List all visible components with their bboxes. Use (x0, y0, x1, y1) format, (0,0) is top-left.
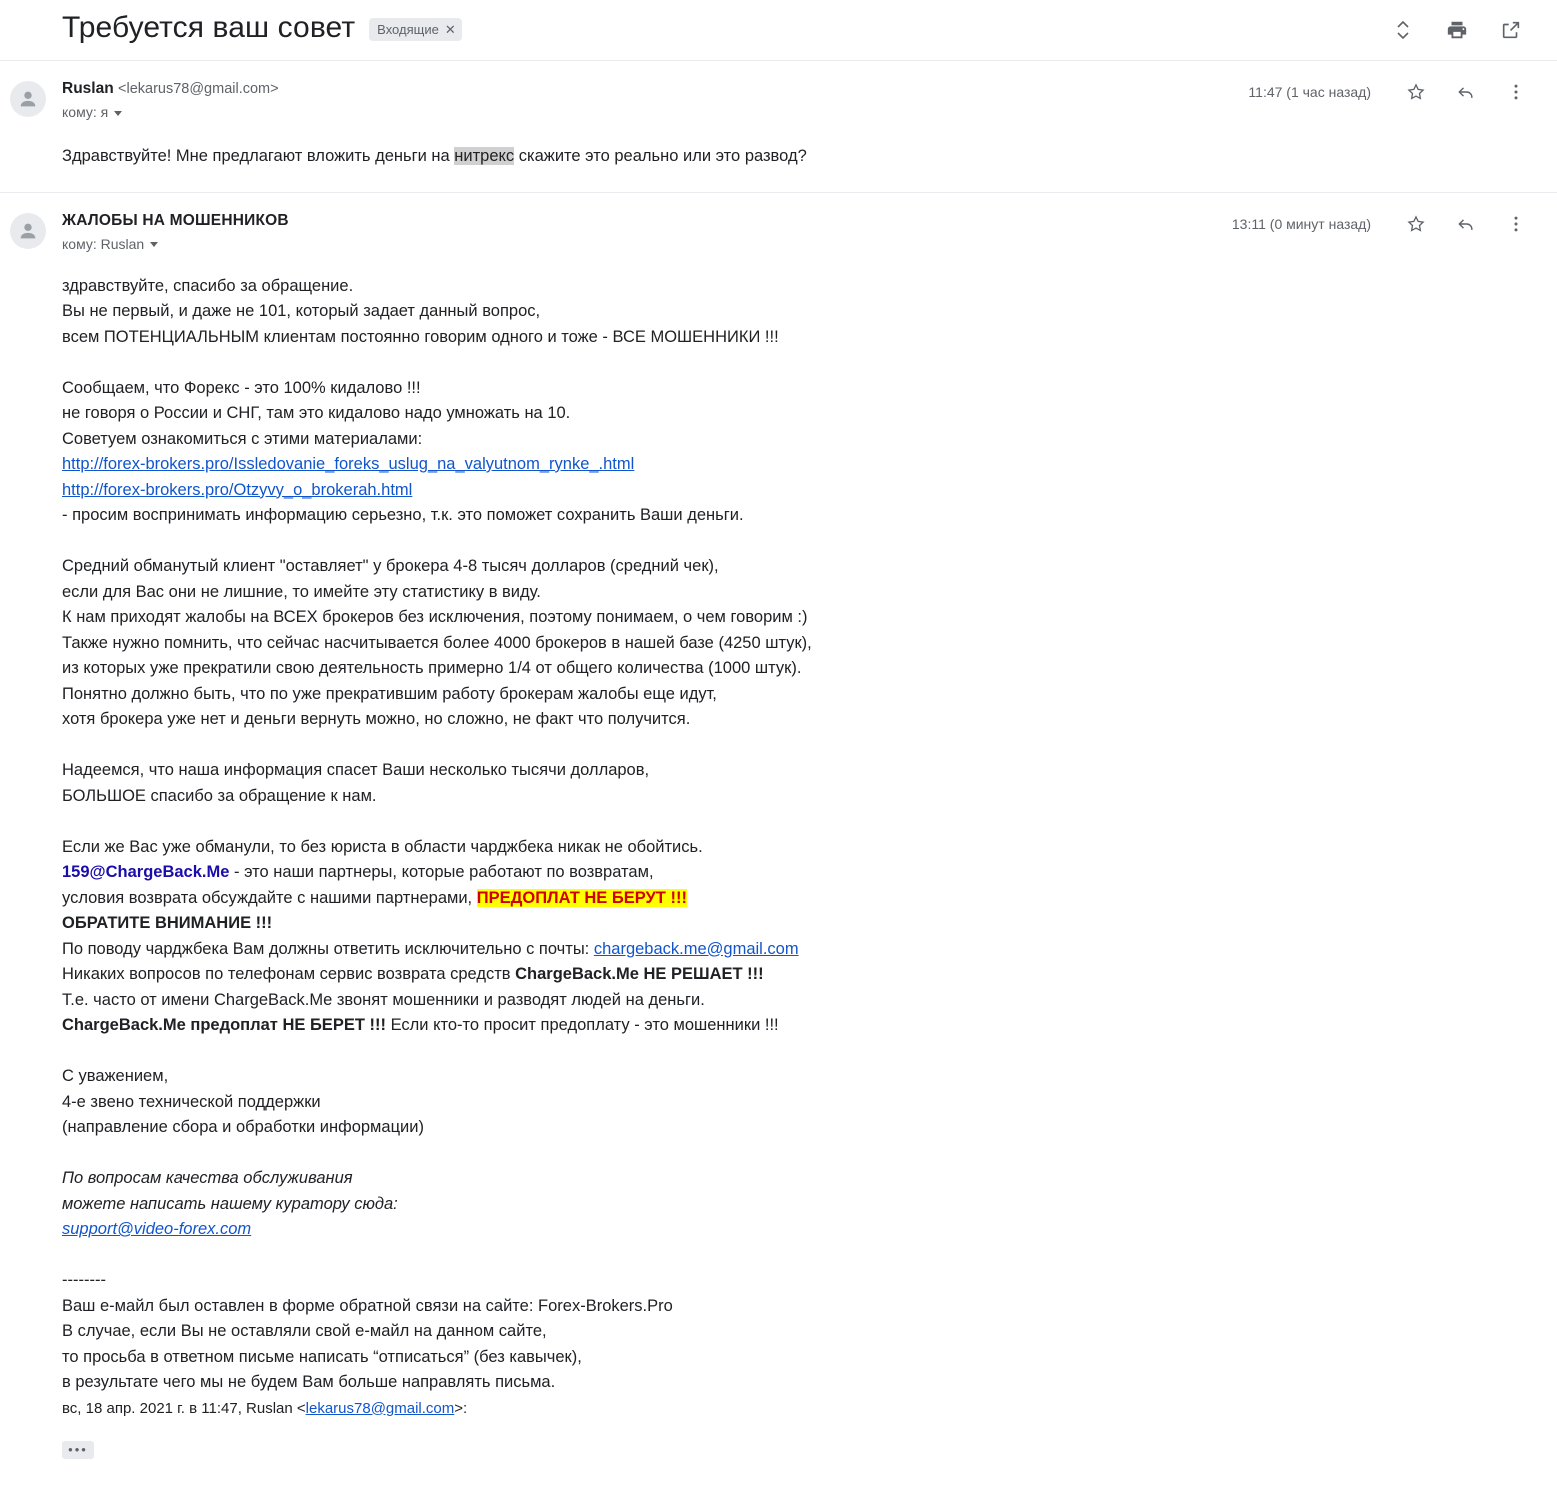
body-line: БОЛЬШОЕ спасибо за обращение к нам. (62, 786, 377, 805)
avatar (10, 213, 46, 249)
body-line: Вы не первый, и даже не 101, который задает данный вопрос, (62, 302, 541, 320)
partner-email-link[interactable]: 159@ChargeBack.Me (62, 863, 230, 881)
label-chip-inbox[interactable] (369, 18, 462, 41)
sender-line (62, 211, 1232, 231)
body-text: Если кто-то просит предоплату - это мошенники !!! (385, 1016, 779, 1034)
body-line: Ваш е-майл был оставлен в форме обратной связи на сайте: Forex-Brokers.Pro (62, 1296, 673, 1315)
more-options-icon[interactable] (1505, 213, 1527, 235)
body-line: из которых уже прекратили свою деятельность примерно 1/4 от общего количества (1000 штук). (62, 659, 802, 677)
print-icon[interactable] (1445, 18, 1469, 42)
quote-prefix: вс, 18 апр. 2021 г. в 11:47, Ruslan < (62, 1399, 306, 1417)
body-text-prefix: Здравствуйте! Мне предлагают вложить деньги на (62, 147, 455, 165)
sender-name: Ruslan (62, 80, 114, 97)
chargeback-email-link[interactable]: chargeback.me@gmail.com (593, 939, 799, 958)
body-line: Средний обманутый клиент "оставляет" у брокера 4-8 тысяч долларов (средний чек), (62, 557, 719, 575)
spacer (62, 1243, 1527, 1269)
sender-email: <lekarus78@gmail.com> (118, 81, 279, 97)
chevron-down-icon[interactable] (150, 242, 158, 247)
spacer (62, 529, 1527, 555)
star-icon[interactable] (1405, 213, 1427, 235)
expand-collapse-icon[interactable] (1391, 18, 1415, 42)
body-line (62, 1217, 1527, 1243)
spacer (62, 809, 1527, 835)
chevron-down-icon[interactable] (114, 111, 122, 116)
reply-icon[interactable] (1455, 81, 1477, 103)
star-icon[interactable] (1405, 81, 1427, 103)
open-in-new-window-icon[interactable] (1499, 18, 1523, 42)
recipient-line[interactable] (62, 104, 1248, 120)
body-line: Понятно должно быть, что по уже прекратившим работу брокерам жалобы еще идут, (62, 684, 717, 703)
highlight-no-prepayment: ПРЕДОПЛАТ НЕ БЕРУТ !!! (476, 888, 687, 907)
recipient-label: кому: Ruslan (62, 235, 145, 252)
more-options-icon[interactable] (1505, 81, 1527, 103)
recipient-label: кому: я (62, 104, 109, 120)
body-line-attention: ОБРАТИТЕ ВНИМАНИЕ !!! (62, 914, 273, 932)
label-chip-text: Входящие (377, 22, 439, 37)
body-text-bold: ChargeBack.Me НЕ РЕШАЕТ !!! (515, 965, 764, 983)
show-trimmed-content-button[interactable]: ••• (62, 1441, 94, 1459)
message-body (62, 274, 1527, 1463)
body-line (62, 144, 1527, 170)
message-item (0, 61, 1557, 192)
message-actions (1248, 79, 1527, 103)
link-research-article[interactable]: http://forex-brokers.pro/Issledovanie_foreks_uslug_na_valyutnom_rynke_.html (62, 455, 635, 473)
sender-line (62, 79, 1248, 99)
body-line: В случае, если Вы не оставляли свой е-майл на данном сайте, (62, 1322, 547, 1340)
body-line: хотя брокера уже нет и деньги вернуть можно, но сложно, не факт что получится. (62, 710, 691, 728)
message-header (62, 79, 1527, 120)
body-line: не говоря о России и СНГ, там это кидалово надо умножать на 10. (62, 404, 571, 422)
page-title: Требуется ваш совет (62, 11, 356, 44)
spacer (62, 350, 1527, 376)
sender-name: ЖАЛОБЫ НА МОШЕННИКОВ (62, 211, 289, 229)
subject-header (0, 0, 1557, 60)
body-line (62, 886, 1527, 912)
sender-block (62, 79, 1248, 120)
message-item (0, 193, 1557, 1493)
body-line: Также нужно помнить, что сейчас насчитывается более 4000 брокеров в нашей базе (4250 штук), (62, 633, 812, 652)
body-line (62, 478, 1527, 504)
body-line: С уважением, (62, 1067, 169, 1085)
quote-suffix: >: (454, 1399, 468, 1417)
body-line: если для Вас они не лишние, то имейте эту статистику в виду. (62, 582, 541, 601)
sender-block (62, 211, 1232, 252)
body-line: Советуем ознакомиться с этими материалами: (62, 429, 423, 448)
spacer (62, 1039, 1527, 1065)
body-line (62, 452, 1527, 478)
body-line (62, 1013, 1527, 1039)
body-text: По поводу чарджбека Вам должны ответить исключительно с почты: (62, 939, 594, 958)
highlighted-term: нитрекс (454, 147, 515, 165)
body-line: здравствуйте, спасибо за обращение. (62, 276, 354, 295)
body-line: К нам приходят жалобы на ВСЕХ брокеров без исключения, поэтому понимаем, о чем говорим :) (62, 608, 808, 626)
curator-note (62, 1166, 1527, 1243)
body-line: Надеемся, что наша информация спасет Ваши несколько тысячи долларов, (62, 761, 650, 779)
body-line: 4-е звено технической поддержки (62, 1092, 321, 1111)
recipient-line[interactable] (62, 236, 1232, 252)
link-broker-reviews[interactable]: http://forex-brokers.pro/Otzyvy_o_brokerah.html (62, 480, 413, 499)
timestamp: 11:47 (1 час назад) (1248, 84, 1371, 100)
body-line: в результате чего мы не будем Вам больше направлять письма. (62, 1373, 556, 1391)
body-text: - это наши партнеры, которые работают по возвратам, (229, 863, 654, 881)
body-line: Сообщаем, что Форекс - это 100% кидалово !!! (62, 378, 421, 397)
message-header (62, 211, 1527, 252)
avatar (10, 81, 46, 117)
body-text: условия возврата обсуждайте с нашими партнерами, (62, 888, 477, 907)
body-line: По вопросам качества обслуживания (62, 1169, 353, 1187)
close-icon[interactable]: ✕ (444, 22, 456, 37)
separator-line: -------- (62, 1271, 106, 1289)
body-line: то просьба в ответном письме написать “отписаться” (без кавычек), (62, 1347, 582, 1366)
body-line (62, 860, 1527, 886)
body-text: Никаких вопросов по телефонам сервис возврата средств (62, 965, 516, 983)
body-line: - просим воспринимать информацию серьезно, т.к. это поможет сохранить Ваши деньги. (62, 506, 744, 524)
body-line (62, 937, 1527, 963)
body-text-bold: ChargeBack.Me предоплат НЕ БЕРЕТ !!! (62, 1016, 386, 1034)
quote-email-link[interactable]: lekarus78@gmail.com (305, 1399, 455, 1417)
body-text-suffix: скажите это реально или это развод? (514, 147, 807, 165)
timestamp: 13:11 (0 минут назад) (1231, 215, 1371, 232)
spacer (62, 733, 1527, 759)
body-line: (направление сбора и обработки информации) (62, 1118, 424, 1136)
body-line: Т.е. часто от имени ChargeBack.Me звонят мошенники и разводят людей на деньги. (62, 990, 705, 1009)
body-line: можете написать нашему куратору сюда: (62, 1194, 398, 1213)
message-actions (1232, 211, 1527, 235)
support-email-link[interactable]: support@video-forex.com (62, 1220, 252, 1238)
body-line: Если же Вас уже обманули, то без юриста в области чарджбека никак не обойтись. (62, 837, 703, 856)
body-line (62, 962, 1527, 988)
spacer (62, 1141, 1527, 1167)
reply-icon[interactable] (1455, 213, 1477, 235)
quoted-message-header (62, 1396, 1527, 1422)
body-line: всем ПОТЕНЦИАЛЬНЫМ клиентам постоянно говорим одного и тоже - ВСЕ МОШЕННИКИ !!! (62, 327, 779, 346)
message-body (62, 144, 1527, 170)
header-actions (1391, 10, 1527, 42)
